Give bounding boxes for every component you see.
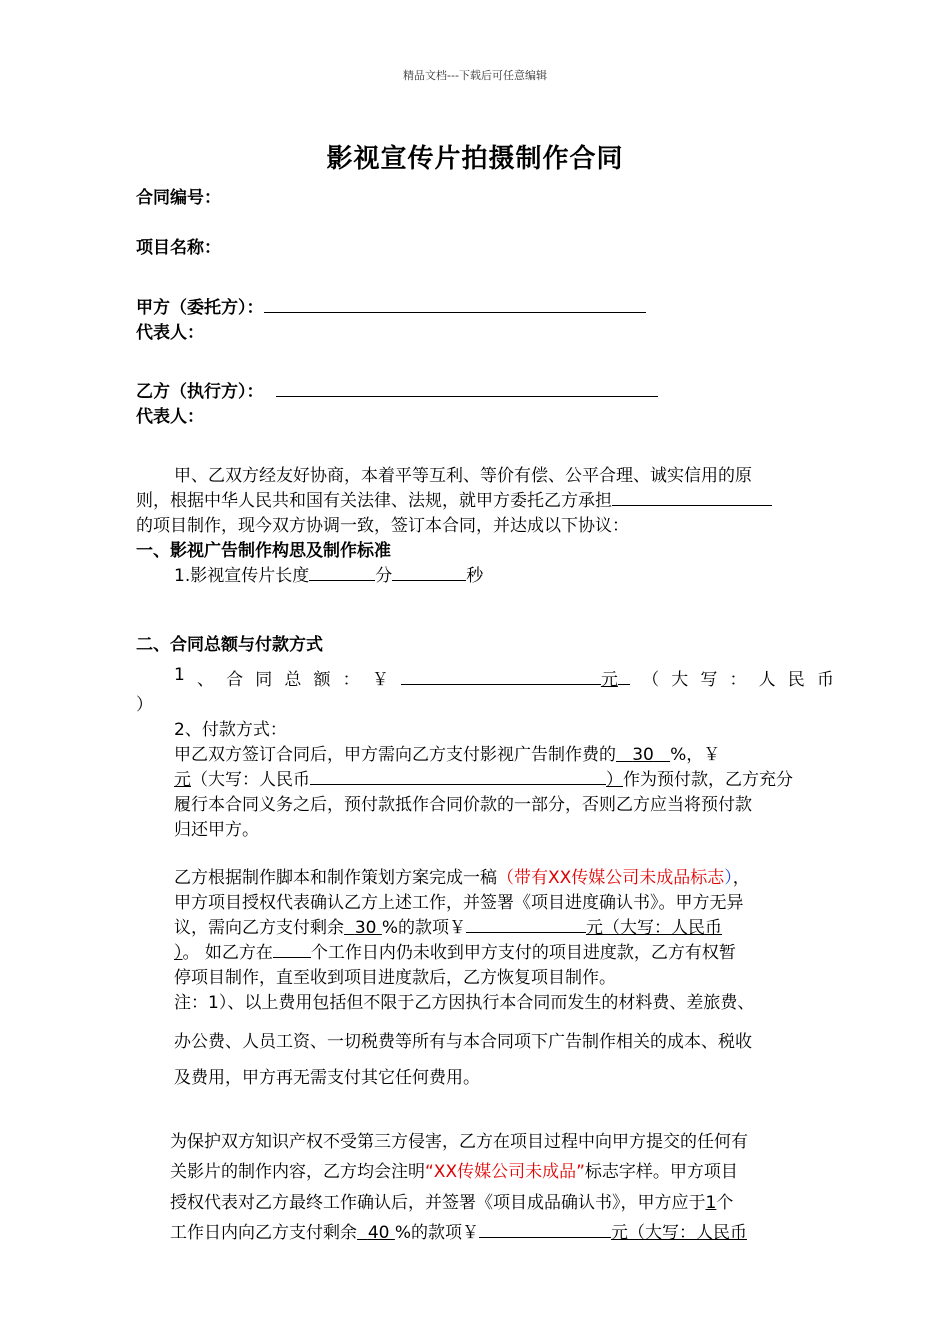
total-char: 总 [284,670,302,690]
prepayment-yuan: 元 [174,770,191,790]
workdays-blank[interactable] [273,940,311,958]
ip-text-2b: 标志字样。甲方项目 [584,1162,738,1182]
final-payment-currency: %的款项￥ [394,1223,480,1243]
intro-line-1: 甲、乙双方经友好协商，本着平等互利、等价有偿、公平合理、诚实信用的原 [174,466,752,486]
total-tail-char: （ [642,670,660,690]
progress-text: 乙方根据制作脚本和制作策划方案完成一稿 [174,868,497,888]
section-2-heading: 二、合同总额与付款方式 [136,635,323,655]
prepayment-percent-value: 30 [632,745,654,765]
page-header: 精品文档---下载后可任意编辑 [403,69,547,82]
total-amount-close: ） [136,695,153,715]
document-title: 影视宣传片拍摄制作合同 [326,144,624,174]
video-length-label: 1.影视宣传片长度 [174,566,310,586]
prepayment-line-1 [174,740,720,765]
prepayment-text: 甲乙双方签订合同后，甲方需向乙方支付影视广告制作费的 [174,745,616,765]
prepayment-capital-blank[interactable] [310,770,623,790]
progress-capital-label: 元（大写：人民币 [586,918,723,938]
ip-text-4: 工作日内向乙方支付剩余 [170,1223,357,1243]
intro-line-2 [136,486,772,511]
seconds-blank[interactable] [392,563,466,581]
total-tail-char: 币 [816,670,834,690]
party-b-representative-label: 代表人： [136,407,204,427]
contract-number-label: 合同编号： [136,188,221,208]
final-payment-percent-value: 40 [367,1223,390,1243]
total-tail-char: 大 [671,670,689,690]
project-name-label: 项目名称： [136,238,221,258]
prepayment-line-3: 履行本合同义务之后，预付款抵作合同价款的一部分，否则乙方应当将预付款 [174,795,752,815]
final-payment-amount-blank[interactable] [479,1220,611,1238]
final-payment-percent[interactable] [357,1223,395,1243]
unfinished-mark-note: 带有XX传媒公司未成品标志 [514,868,725,888]
minutes-blank[interactable] [309,563,375,581]
party-b-row [136,377,658,402]
prepayment-line-2 [174,765,793,790]
progress-percent[interactable] [344,918,382,938]
unfinished-mark-close: ） [724,868,733,888]
total-char: 、 [196,670,214,690]
ip-line-3 [170,1188,733,1213]
ip-text-3b: 个 [716,1193,734,1213]
total-tail-char: 人 [758,670,776,690]
party-b-blank[interactable] [276,379,658,397]
progress-amount-blank[interactable] [466,915,586,933]
final-payment-capital-label: 元（大写：人民币 [611,1223,748,1243]
ip-line-2 [170,1157,738,1182]
progress-text-4: 。 如乙方在 [182,943,273,963]
section-1-item-1 [174,561,483,586]
prepayment-capital-close: ） [606,770,623,790]
prepayment-capital-label: （大写：人民币 [191,770,310,790]
note-line-3: 及费用，甲方再无需支付其它任何费用。 [174,1068,480,1088]
note-line-1: 注：1）、以上费用包括但不限于乙方因执行本合同而发生的材料费、差旅费、 [174,993,755,1013]
total-char: 同 [255,670,273,690]
total-tail-char: 写 [700,670,718,690]
note-line-2: 办公费、人员工资、一切税费等所有与本合同项下广告制作相关的成本、税收 [174,1032,752,1052]
seconds-unit: 秒 [466,566,484,586]
unfinished-mark-open: （ [497,868,514,888]
progress-line-5: 停项目制作，直至收到项目进度款后，乙方恢复项目制作。 [174,968,616,988]
progress-comma: ， [732,868,750,888]
ip-text-2: 关影片的制作内容，乙方均会注明 [170,1162,425,1182]
ip-text-3: 授权代表对乙方最终工作确认后，并签署《项目成品确认书》，甲方应于 [170,1193,706,1213]
party-a-representative-label: 代表人： [136,323,204,343]
prepayment-line-4: 归还甲方。 [174,820,259,840]
progress-line-1 [174,863,750,888]
intro-line-3: 的项目制作，现今双方协调一致，签订本合同，并达成以下协议： [136,516,629,536]
progress-line-2: 甲方项目授权代表确认乙方上述工作，并签署《项目进度确认书》。甲方无异 [174,893,744,913]
party-b-label: 乙方（执行方）： [136,382,264,402]
payment-method-label: 2、付款方式： [174,720,287,740]
unfinished-mark-label: “XX传媒公司未成品” [425,1162,585,1182]
party-a-blank[interactable] [264,295,646,313]
total-char: ： [342,670,360,690]
prepayment-percent[interactable] [616,745,670,765]
prepayment-currency: %，￥ [670,745,721,765]
total-yuan: 元 [600,670,618,690]
final-payment-days[interactable]: 1 [705,1193,717,1213]
total-char: 合 [226,670,244,690]
intro-line-2-text: 则，根据中华人民共和国有关法律、法规，就甲方委托乙方承担 [136,491,612,511]
minutes-unit: 分 [375,566,393,586]
total-amount-blank[interactable] [401,665,630,690]
party-a-label: 甲方（委托方）： [136,298,264,318]
progress-currency: %的款项￥ [381,918,467,938]
total-char: ￥ [371,670,389,690]
progress-text-3: 议，需向乙方支付剩余 [174,918,344,938]
total-char: 1 [174,665,185,685]
total-amount-row [174,665,834,690]
project-blank[interactable] [612,488,772,506]
section-1-heading: 一、影视广告制作构思及制作标准 [136,541,391,561]
progress-text-5: 个工作日内仍未收到甲方支付的项目进度款，乙方有权暂 [310,943,736,963]
progress-capital-close: ） [174,943,183,963]
progress-percent-value: 30 [354,918,377,938]
total-char: 额 [313,670,331,690]
prepayment-text-2: 作为预付款，乙方充分 [623,770,793,790]
progress-line-3 [174,913,722,938]
party-a-row [136,293,646,318]
total-tail-char: 民 [787,670,805,690]
total-tail-char: ： [729,670,747,690]
ip-line-1: 为保护双方知识产权不受第三方侵害，乙方在项目过程中向甲方提交的任何有 [170,1132,748,1152]
ip-line-4 [170,1218,747,1243]
progress-line-4 [174,938,736,963]
